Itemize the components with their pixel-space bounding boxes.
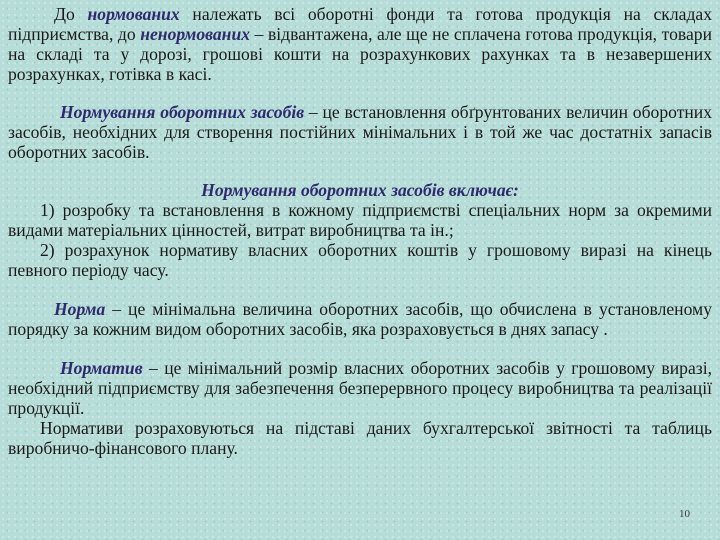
slide-content [8, 4, 712, 458]
page-number: 10 [679, 508, 690, 520]
term-normalization: Нормування оборотних засобів [60, 102, 305, 122]
term-norm: Норма [54, 299, 106, 319]
p1-text-1: До [54, 4, 88, 24]
paragraph-normative-calculation: Нормативи розраховуються на підставі даних бухгалтерської звітності та таблиць виробничо-фінансового плану. [8, 418, 712, 458]
p1-text-3: – відвантажена, але ще не сплачена готова продукція, товари на складі та у дорозі, грошові кошти на розрахункових рахунках та в незавершених розрахунках, готівка в касі. [8, 24, 712, 84]
paragraph-normalization-definition [8, 102, 712, 162]
term-normative: Норматив [60, 358, 143, 378]
paragraph-norm-definition [8, 299, 712, 339]
p4-text: – це мінімальна величина оборотних засобів, що обчислена в установленому порядку за кожним видом оборотних засобів, яка розраховується в днях запасу . [8, 299, 712, 339]
paragraph-normed-assets [8, 4, 712, 84]
p5-text: – це мінімальний розмір власних оборотних засобів у грошовому виразі, необхідний підприємству для забезпечення безперервного процесу виробництва та реалізації продукції. [8, 358, 712, 418]
term-unnormed: ненормованих [140, 24, 251, 44]
p2-text: – це встановлення обґрунтованих величин оборотних засобів, необхідних для створення постійних мінімальних і в той же час достатніх запасів оборотних засобів. [8, 102, 713, 162]
term-normed: нормованих [87, 4, 180, 24]
list-item-2: 2) розрахунок нормативу власних оборотних коштів у грошовому виразі на кінець певного періоду часу. [8, 240, 712, 280]
list-item-1: 1) розробку та встановлення в кожному підприємстві спеціальних норм за окремими видами матеріальних цінностей, витрат виробництва та ін.; [8, 200, 712, 240]
p1-text-2: належать всі оборотні фонди та готова продукція на складах підприємства, до [8, 4, 713, 44]
heading-text: Нормування оборотних засобів включає: [201, 180, 519, 200]
normalization-includes-heading [8, 180, 712, 200]
paragraph-normative-definition [8, 358, 712, 418]
